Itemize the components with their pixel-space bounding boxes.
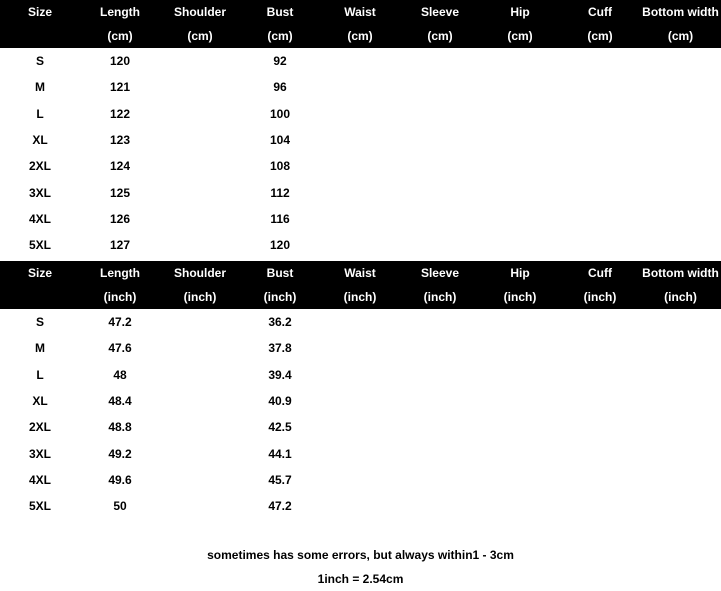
- size-cell: XL: [32, 133, 48, 148]
- table-cell: [320, 362, 400, 388]
- column-header: Bottom width: [640, 0, 721, 24]
- table-row: [0, 153, 721, 179]
- table-cell: [160, 414, 240, 440]
- table-cell: [640, 362, 721, 388]
- table-cell: [560, 440, 640, 466]
- table-cell: [160, 467, 240, 493]
- table-cell: 122: [109, 106, 131, 121]
- table-cell: [560, 206, 640, 232]
- table-cell: [480, 127, 560, 153]
- size-cell: 2XL: [28, 420, 51, 435]
- size-cell: S: [35, 315, 44, 330]
- column-header: (inch): [240, 285, 320, 309]
- table-cell: 112: [270, 185, 290, 200]
- column-header: Cuff: [560, 261, 640, 285]
- column-header: (inch): [400, 285, 480, 309]
- column-header: (cm): [640, 24, 721, 48]
- table-row: [0, 414, 721, 440]
- table-cell: [400, 101, 480, 127]
- table-cell: 126: [109, 211, 131, 226]
- table-cell: 36.2: [268, 315, 292, 330]
- table-cell: [480, 467, 560, 493]
- table-cell: [640, 153, 721, 179]
- conversion-note: 1inch = 2.54cm: [317, 572, 404, 586]
- size-cell: L: [36, 367, 44, 382]
- table-cell: [160, 493, 240, 519]
- column-header: (inch): [480, 285, 560, 309]
- column-header: (cm): [320, 24, 400, 48]
- column-header: (inch): [320, 285, 400, 309]
- header-row: [0, 261, 721, 285]
- size-cell: M: [35, 341, 45, 356]
- table-cell: [480, 179, 560, 205]
- table-cell: [320, 335, 400, 361]
- table-cell: [560, 74, 640, 100]
- table-cell: [160, 179, 240, 205]
- size-cell: L: [36, 106, 44, 121]
- table-cell: [560, 232, 640, 258]
- table-row: [0, 179, 721, 205]
- column-header: [0, 24, 80, 48]
- table-cell: [640, 309, 721, 335]
- size-table-cm: [0, 0, 721, 258]
- table-cell: 127: [109, 238, 131, 253]
- column-header: Shoulder: [160, 261, 240, 285]
- table-row: [0, 48, 721, 74]
- column-header: [0, 285, 80, 309]
- table-cell: 123: [109, 133, 131, 148]
- table-cell: [560, 414, 640, 440]
- table-cell: [400, 232, 480, 258]
- table-cell: 48.8: [108, 420, 132, 435]
- size-notes: [0, 543, 721, 591]
- size-cell: XL: [32, 394, 48, 409]
- table-cell: [160, 206, 240, 232]
- table-cell: 104: [269, 133, 291, 148]
- table-cell: 44.1: [268, 446, 292, 461]
- table-cell: 45.7: [268, 472, 292, 487]
- table-cell: [160, 440, 240, 466]
- column-header: Length: [80, 261, 160, 285]
- size-cell: M: [35, 80, 45, 95]
- table-cell: [320, 179, 400, 205]
- table-cell: [160, 232, 240, 258]
- table-cell: 47.2: [268, 499, 292, 514]
- table-cell: [400, 388, 480, 414]
- table-cell: [640, 335, 721, 361]
- table-row: [0, 493, 721, 519]
- table-cell: [480, 440, 560, 466]
- table-cell: [480, 206, 560, 232]
- table-cell: [160, 101, 240, 127]
- table-cell: [320, 467, 400, 493]
- table-cell: 120: [109, 54, 131, 69]
- column-header: Sleeve: [400, 261, 480, 285]
- table-cell: [640, 388, 721, 414]
- table-cell: [560, 335, 640, 361]
- table-cell: 37.8: [268, 341, 292, 356]
- column-header: Cuff: [560, 0, 640, 24]
- table-cell: 96: [273, 80, 287, 95]
- table-cell: [640, 467, 721, 493]
- table-cell: 100: [269, 106, 291, 121]
- table-row: [0, 362, 721, 388]
- table-cell: [480, 48, 560, 74]
- table-row: [0, 206, 721, 232]
- table-row: [0, 74, 721, 100]
- table-cell: 49.2: [108, 446, 132, 461]
- table-cell: [400, 48, 480, 74]
- table-row: [0, 127, 721, 153]
- size-cell: 3XL: [28, 446, 51, 461]
- size-cell: 5XL: [28, 499, 51, 514]
- table-cell: [480, 74, 560, 100]
- column-header: (cm): [480, 24, 560, 48]
- size-cell: 4XL: [28, 211, 51, 226]
- table-cell: [640, 48, 721, 74]
- table-cell: [320, 101, 400, 127]
- table-cell: 42.5: [268, 420, 292, 435]
- table-cell: 121: [109, 80, 131, 95]
- table-cell: [160, 362, 240, 388]
- table-cell: [400, 206, 480, 232]
- table-cell: [640, 101, 721, 127]
- table-cell: 40.9: [268, 394, 292, 409]
- column-header: Waist: [320, 261, 400, 285]
- table-cell: [400, 179, 480, 205]
- column-header: (inch): [560, 285, 640, 309]
- table-cell: [320, 127, 400, 153]
- table-cell: 48: [113, 367, 127, 382]
- column-header: (inch): [640, 285, 721, 309]
- table-cell: [480, 493, 560, 519]
- table-cell: [400, 127, 480, 153]
- column-header: (cm): [160, 24, 240, 48]
- column-header: Bottom width: [640, 261, 721, 285]
- table-cell: 47.6: [108, 341, 132, 356]
- table-cell: [160, 309, 240, 335]
- table-cell: [560, 467, 640, 493]
- table-cell: [320, 74, 400, 100]
- table-cell: [400, 493, 480, 519]
- table-cell: [320, 493, 400, 519]
- header-row: [0, 0, 721, 24]
- table-cell: [640, 127, 721, 153]
- column-header: (cm): [400, 24, 480, 48]
- tolerance-note: sometimes has some errors, but always within1 - 3cm: [207, 548, 514, 562]
- table-cell: [640, 440, 721, 466]
- table-cell: [480, 101, 560, 127]
- table-cell: [320, 153, 400, 179]
- table-cell: [480, 362, 560, 388]
- table-cell: [560, 493, 640, 519]
- table-cell: [320, 388, 400, 414]
- table-cell: [640, 232, 721, 258]
- table-cell: [560, 48, 640, 74]
- table-cell: [480, 335, 560, 361]
- table-cell: [320, 232, 400, 258]
- table-row: [0, 467, 721, 493]
- table-cell: 50: [113, 499, 127, 514]
- table-cell: [640, 74, 721, 100]
- table-cell: [320, 206, 400, 232]
- table-cell: [400, 414, 480, 440]
- table-cell: [640, 206, 721, 232]
- table-cell: [640, 179, 721, 205]
- table-row: [0, 309, 721, 335]
- column-header: Bust: [240, 0, 320, 24]
- table-row: [0, 232, 721, 258]
- table-cell: [480, 232, 560, 258]
- size-cell: 5XL: [28, 238, 51, 253]
- table-cell: [400, 309, 480, 335]
- table-cell: [400, 440, 480, 466]
- table-row: [0, 335, 721, 361]
- size-cell: 4XL: [28, 472, 51, 487]
- table-cell: [560, 127, 640, 153]
- table-cell: [320, 440, 400, 466]
- column-header: Size: [0, 261, 80, 285]
- table-cell: 108: [269, 159, 291, 174]
- size-cell: 3XL: [28, 185, 51, 200]
- table-cell: 92: [273, 54, 287, 69]
- table-cell: 39.4: [268, 367, 292, 382]
- table-cell: [160, 48, 240, 74]
- header-row: [0, 285, 721, 309]
- table-cell: [160, 335, 240, 361]
- size-table-inch: [0, 261, 721, 519]
- column-header: (cm): [240, 24, 320, 48]
- table-cell: [160, 127, 240, 153]
- table-row: [0, 101, 721, 127]
- table-cell: [400, 362, 480, 388]
- column-header: (inch): [80, 285, 160, 309]
- column-header: Bust: [240, 261, 320, 285]
- table-cell: [160, 153, 240, 179]
- table-cell: [320, 414, 400, 440]
- table-cell: 124: [109, 159, 131, 174]
- table-cell: 125: [109, 185, 131, 200]
- column-header: Length: [80, 0, 160, 24]
- table-cell: [560, 388, 640, 414]
- size-cell: 2XL: [28, 159, 51, 174]
- table-cell: [160, 74, 240, 100]
- table-cell: [160, 388, 240, 414]
- table-cell: [480, 414, 560, 440]
- table-cell: [400, 335, 480, 361]
- table-row: [0, 388, 721, 414]
- table-cell: 48.4: [108, 394, 132, 409]
- table-cell: [640, 493, 721, 519]
- column-header: Hip: [480, 261, 560, 285]
- column-header: (cm): [560, 24, 640, 48]
- table-cell: 49.6: [108, 472, 132, 487]
- column-header: Hip: [480, 0, 560, 24]
- table-cell: [560, 153, 640, 179]
- table-cell: [560, 101, 640, 127]
- table-cell: [640, 414, 721, 440]
- table-cell: [560, 309, 640, 335]
- table-cell: 116: [270, 211, 290, 226]
- table-cell: [320, 309, 400, 335]
- column-header: Waist: [320, 0, 400, 24]
- table-cell: 47.2: [108, 315, 132, 330]
- table-cell: [560, 362, 640, 388]
- column-header: Shoulder: [160, 0, 240, 24]
- column-header: (inch): [160, 285, 240, 309]
- table-cell: [400, 153, 480, 179]
- size-cell: S: [35, 54, 44, 69]
- table-cell: 120: [269, 238, 291, 253]
- table-cell: [400, 467, 480, 493]
- table-cell: [480, 153, 560, 179]
- column-header: (cm): [80, 24, 160, 48]
- table-cell: [480, 388, 560, 414]
- table-cell: [400, 74, 480, 100]
- column-header: Size: [0, 0, 80, 24]
- table-cell: [560, 179, 640, 205]
- table-cell: [480, 309, 560, 335]
- header-row: [0, 24, 721, 48]
- table-row: [0, 440, 721, 466]
- table-cell: [320, 48, 400, 74]
- column-header: Sleeve: [400, 0, 480, 24]
